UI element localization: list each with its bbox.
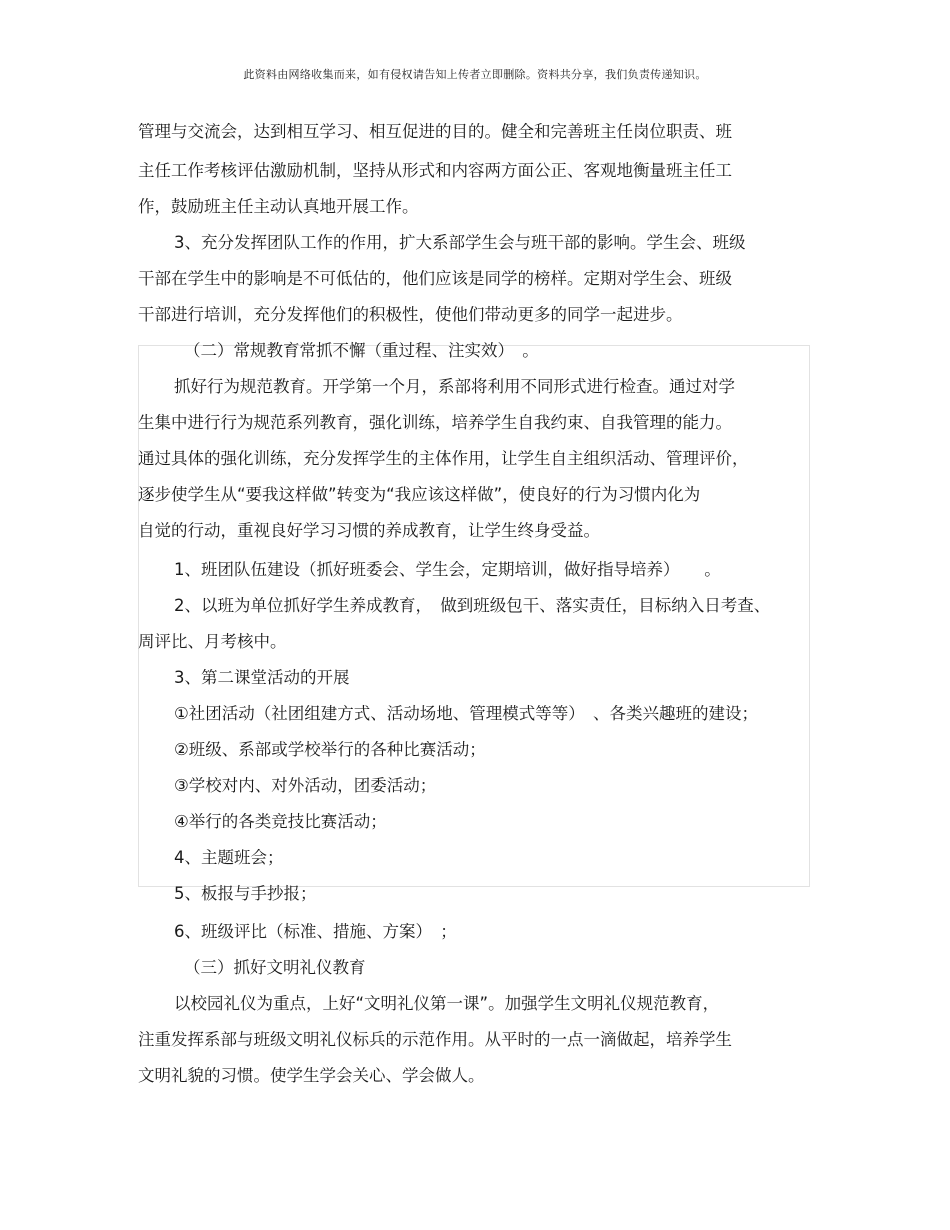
text-line: 3、充分发挥团队工作的作用，扩大系部学生会与班干部的影响。学生会、班级 [174, 233, 746, 252]
list-item: ④举行的各类竞技比赛活动； [174, 812, 387, 831]
list-item: 4、主题班会； [174, 848, 284, 867]
text-line: 逐步使学生从“要我这样做”转变为“我应该这样做”，使良好的行为习惯内化为 [138, 485, 701, 504]
page-header-disclaimer: 此资料由网络收集而来，如有侵权请告知上传者立即删除。资料共分享，我们负责传递知识。 [243, 68, 707, 81]
text-line: 干部在学生中的影响是不可低估的，他们应该是同学的榜样。定期对学生会、班级 [138, 269, 732, 288]
list-item: ③学校对内、对外活动，团委活动； [174, 776, 437, 795]
text-line: 通过具体的强化训练，充分发挥学生的主体作用，让学生自主组织活动、管理评价， [138, 449, 749, 468]
text-line: 注重发挥系部与班级文明礼仪标兵的示范作用。从平时的一点一滴做起，培养学生 [138, 1030, 732, 1049]
text-line: 自觉的行动，重视良好学习习惯的养成教育，让学生终身受益。 [138, 521, 600, 540]
text-line: 周评比、月考核中。 [138, 632, 287, 651]
text-line: 主任工作考核评估激励机制，坚持从形式和内容两方面公正、客观地衡量班主任工 [138, 161, 732, 180]
list-item: ①社团活动（社团组建方式、活动场地、管理模式等等） 、各类兴趣班的建设； [174, 704, 759, 723]
list-item: 2、以班为单位抓好学生养成教育， 做到班级包干、落实责任，目标纳入日考查、 [174, 596, 771, 615]
list-item: 1、班团队伍建设（抓好班委会、学生会，定期培训，做好指导培养） 。 [174, 560, 721, 579]
section-heading: （二）常规教育常抓不懈（重过程、注实效） 。 [184, 341, 539, 360]
list-item: 5、板报与手抄报； [174, 884, 317, 903]
section-heading: （三）抓好文明礼仪教育 [184, 958, 366, 977]
text-line: 管理与交流会，达到相互学习、相互促进的目的。健全和完善班主任岗位职责、班 [138, 122, 732, 141]
text-line: 干部进行培训，充分发挥他们的积极性，使他们带动更多的同学一起进步。 [138, 305, 683, 324]
text-line: 作，鼓励班主任主动认真地开展工作。 [138, 197, 419, 216]
text-line: 抓好行为规范教育。开学第一个月，系部将利用不同形式进行检查。通过对学 [174, 377, 735, 396]
text-line: 生集中进行行为规范系列教育，强化训练，培养学生自我约束、自我管理的能力。 [138, 413, 732, 432]
list-item: 3、第二课堂活动的开展 [174, 668, 350, 687]
list-item: ②班级、系部或学校举行的各种比赛活动； [174, 740, 486, 759]
text-line: 以校园礼仪为重点，上好“文明礼仪第一课”。加强学生文明礼仪规范教育， [174, 994, 720, 1013]
list-item: 6、班级评比（标准、措施、方案） ； [174, 922, 457, 941]
text-line: 文明礼貌的习惯。使学生学会关心、学会做人。 [138, 1066, 485, 1085]
